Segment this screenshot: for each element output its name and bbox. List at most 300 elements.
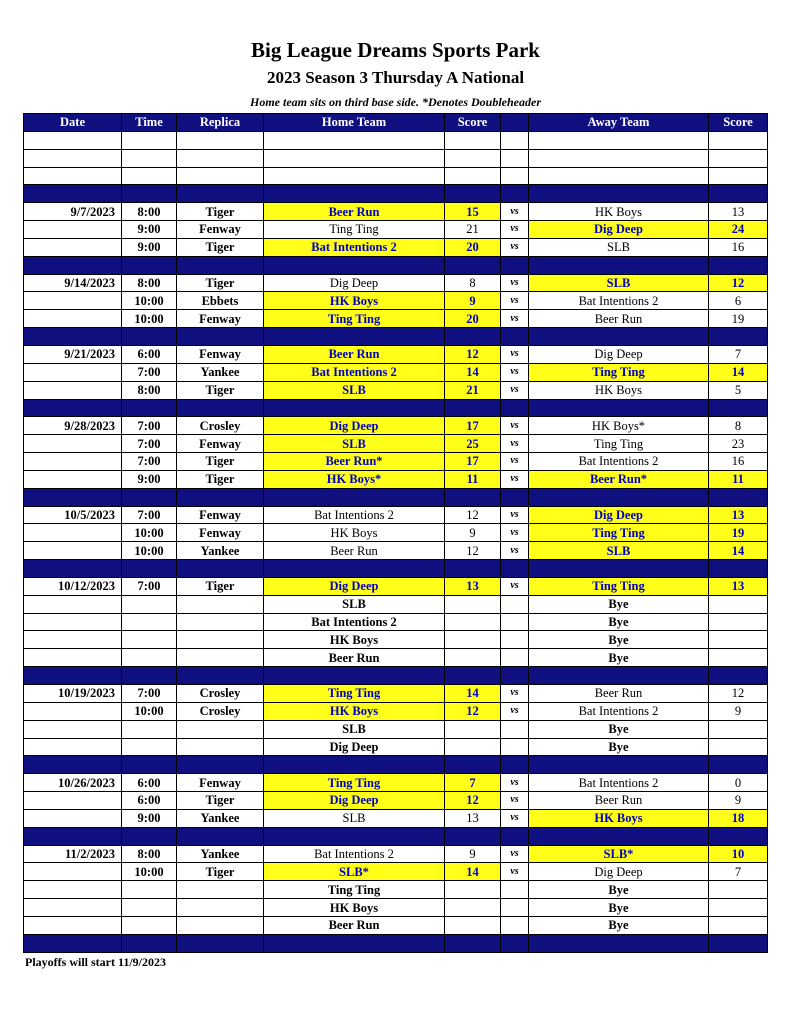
date-cell: 9/21/2023 [24,345,122,363]
week-separator-row [24,256,768,274]
replica-cell [177,631,264,649]
away-team-cell: Beer Run [529,685,709,703]
week-separator-row [24,185,768,203]
separator-cell [122,399,177,417]
home-team-cell: Beer Run [264,542,445,560]
doubleheader-note: Home team sits on third base side. *Denotes Doubleheader [250,95,541,109]
home-team-cell: Bat Intentions 2 [264,845,445,863]
home-team-cell: Beer Run* [264,453,445,471]
time-cell: 7:00 [122,417,177,435]
time-cell [122,881,177,899]
time-cell [122,613,177,631]
separator-cell [24,399,122,417]
home-score-cell: 12 [445,506,501,524]
time-cell [122,595,177,613]
home-team-cell: SLB [264,720,445,738]
separator-cell [24,488,122,506]
separator-cell [445,560,501,578]
home-team-cell: Beer Run [264,345,445,363]
away-score-cell: 18 [709,809,768,827]
separator-cell [501,667,529,685]
separator-cell [122,667,177,685]
page-subtitle: 2023 Season 3 Thursday A National [266,68,525,87]
away-score-cell [709,738,768,756]
separator-cell [177,756,264,774]
game-row [24,542,768,560]
separator-cell [122,934,177,952]
blank-cell [501,131,529,149]
game-row [24,774,768,792]
blank-cell [122,149,177,167]
separator-cell [445,934,501,952]
away-team-cell: HK Boys [529,809,709,827]
game-row [24,203,768,221]
game-row [24,274,768,292]
separator-cell [122,827,177,845]
separator-cell [445,399,501,417]
home-team-cell: HK Boys* [264,470,445,488]
home-team-cell: HK Boys [264,524,445,542]
home-team-cell: Dig Deep [264,274,445,292]
separator-cell [709,399,768,417]
away-team-cell: SLB [529,238,709,256]
separator-cell [709,560,768,578]
time-cell: 10:00 [122,863,177,881]
date-cell [24,292,122,310]
home-score-cell: 17 [445,417,501,435]
replica-cell: Tiger [177,470,264,488]
time-cell: 10:00 [122,524,177,542]
blank-cell [445,149,501,167]
separator-cell [177,667,264,685]
away-team-cell: Ting Ting [529,577,709,595]
vs-cell: vs [501,792,529,810]
separator-cell [122,560,177,578]
separator-cell [529,827,709,845]
away-score-cell: 7 [709,345,768,363]
week-separator-row [24,560,768,578]
time-cell: 9:00 [122,809,177,827]
home-score-cell: 13 [445,809,501,827]
home-team-cell: SLB [264,381,445,399]
time-cell: 8:00 [122,845,177,863]
separator-cell [177,328,264,346]
blank-row [24,149,768,167]
separator-cell [529,756,709,774]
away-score-cell: 10 [709,845,768,863]
blank-cell [122,131,177,149]
col-header-away-score: Score [709,114,768,132]
replica-cell [177,595,264,613]
separator-cell [529,399,709,417]
game-row [24,417,768,435]
away-score-cell: 13 [709,506,768,524]
col-header-home-team: Home Team [264,114,445,132]
time-cell [122,649,177,667]
home-score-cell: 20 [445,238,501,256]
away-team-cell: HK Boys* [529,417,709,435]
time-cell: 7:00 [122,685,177,703]
separator-cell [501,328,529,346]
separator-cell [24,756,122,774]
separator-cell [529,488,709,506]
home-team-cell: Beer Run [264,916,445,934]
away-score-cell [709,720,768,738]
date-cell: 9/7/2023 [24,203,122,221]
date-cell [24,221,122,239]
separator-cell [177,399,264,417]
game-row [24,613,768,631]
separator-cell [24,256,122,274]
game-row [24,881,768,899]
separator-cell [501,934,529,952]
home-team-cell: SLB [264,595,445,613]
home-team-cell: Ting Ting [264,685,445,703]
time-cell [122,899,177,917]
time-cell: 7:00 [122,453,177,471]
separator-cell [709,328,768,346]
replica-cell: Yankee [177,845,264,863]
home-score-cell [445,595,501,613]
away-score-cell: 9 [709,792,768,810]
time-cell: 7:00 [122,435,177,453]
home-team-cell: HK Boys [264,631,445,649]
date-cell [24,310,122,328]
vs-cell: vs [501,470,529,488]
game-row [24,363,768,381]
separator-cell [264,328,445,346]
game-row [24,577,768,595]
home-team-cell: Dig Deep [264,417,445,435]
time-cell: 8:00 [122,274,177,292]
replica-cell: Fenway [177,524,264,542]
separator-cell [501,185,529,203]
separator-cell [264,256,445,274]
separator-cell [24,328,122,346]
away-team-cell: Ting Ting [529,363,709,381]
replica-cell: Crosley [177,417,264,435]
separator-cell [122,488,177,506]
blank-cell [529,149,709,167]
blank-cell [122,167,177,185]
home-team-cell: Beer Run [264,203,445,221]
home-score-cell [445,916,501,934]
separator-cell [529,934,709,952]
date-cell [24,238,122,256]
separator-cell [264,934,445,952]
separator-cell [177,827,264,845]
home-team-cell: HK Boys [264,702,445,720]
time-cell: 10:00 [122,702,177,720]
game-row [24,453,768,471]
separator-cell [24,667,122,685]
replica-cell: Tiger [177,274,264,292]
blank-cell [24,131,122,149]
game-row [24,345,768,363]
home-score-cell: 12 [445,702,501,720]
home-score-cell: 14 [445,863,501,881]
separator-cell [445,756,501,774]
time-cell [122,738,177,756]
home-score-cell: 14 [445,685,501,703]
home-score-cell: 7 [445,774,501,792]
home-score-cell: 17 [445,453,501,471]
away-score-cell: 16 [709,238,768,256]
away-score-cell: 19 [709,524,768,542]
away-team-cell: Beer Run [529,310,709,328]
time-cell: 7:00 [122,363,177,381]
replica-cell: Tiger [177,792,264,810]
vs-cell [501,595,529,613]
separator-cell [501,399,529,417]
separator-cell [264,185,445,203]
separator-cell [122,185,177,203]
vs-cell: vs [501,292,529,310]
separator-cell [501,827,529,845]
away-score-cell: 12 [709,274,768,292]
replica-cell: Fenway [177,774,264,792]
blank-cell [529,131,709,149]
week-separator-row [24,488,768,506]
time-cell: 6:00 [122,345,177,363]
away-score-cell: 13 [709,577,768,595]
away-score-cell [709,899,768,917]
date-cell [24,524,122,542]
separator-cell [529,328,709,346]
home-team-cell: HK Boys [264,292,445,310]
separator-cell [177,185,264,203]
away-team-cell: Bye [529,738,709,756]
away-team-cell: Bye [529,881,709,899]
date-cell: 10/12/2023 [24,577,122,595]
separator-cell [264,488,445,506]
away-team-cell: Bat Intentions 2 [529,453,709,471]
vs-cell: vs [501,506,529,524]
away-team-cell: Bye [529,613,709,631]
away-team-cell: Beer Run* [529,470,709,488]
separator-cell [501,560,529,578]
week-separator-row [24,667,768,685]
separator-cell [122,756,177,774]
date-cell [24,738,122,756]
away-team-cell: Bye [529,649,709,667]
replica-cell: Fenway [177,435,264,453]
replica-cell [177,881,264,899]
blank-cell [177,167,264,185]
vs-cell: vs [501,345,529,363]
vs-cell [501,881,529,899]
separator-cell [445,667,501,685]
date-cell: 10/19/2023 [24,685,122,703]
away-score-cell: 12 [709,685,768,703]
vs-cell: vs [501,221,529,239]
home-team-cell: Ting Ting [264,221,445,239]
time-cell: 9:00 [122,221,177,239]
separator-cell [709,185,768,203]
home-team-cell: Bat Intentions 2 [264,506,445,524]
separator-cell [709,934,768,952]
blank-cell [24,167,122,185]
separator-cell [709,488,768,506]
week-separator-row [24,756,768,774]
date-cell [24,720,122,738]
separator-cell [177,934,264,952]
home-score-cell: 8 [445,274,501,292]
week-separator-row [24,934,768,952]
date-cell [24,381,122,399]
date-cell [24,809,122,827]
vs-cell: vs [501,845,529,863]
replica-cell: Ebbets [177,292,264,310]
time-cell: 8:00 [122,381,177,399]
game-row [24,738,768,756]
blank-cell [24,149,122,167]
home-score-cell [445,631,501,649]
time-cell: 6:00 [122,792,177,810]
replica-cell: Fenway [177,506,264,524]
date-cell [24,916,122,934]
vs-cell: vs [501,417,529,435]
away-team-cell: Dig Deep [529,345,709,363]
date-cell [24,631,122,649]
week-separator-row [24,328,768,346]
away-team-cell: Bye [529,899,709,917]
blank-cell [501,167,529,185]
away-score-cell: 6 [709,292,768,310]
vs-cell [501,738,529,756]
separator-cell [709,256,768,274]
date-cell [24,702,122,720]
col-header-replica: Replica [177,114,264,132]
replica-cell: Yankee [177,542,264,560]
replica-cell [177,916,264,934]
home-team-cell: Bat Intentions 2 [264,238,445,256]
col-header-vs [501,114,529,132]
away-team-cell: HK Boys [529,381,709,399]
col-header-date: Date [24,114,122,132]
blank-cell [501,149,529,167]
home-score-cell [445,899,501,917]
game-row [24,792,768,810]
away-score-cell: 14 [709,363,768,381]
replica-cell: Tiger [177,238,264,256]
home-team-cell: Dig Deep [264,577,445,595]
away-team-cell: Bat Intentions 2 [529,702,709,720]
home-score-cell: 9 [445,292,501,310]
game-row [24,702,768,720]
separator-cell [529,256,709,274]
away-score-cell: 7 [709,863,768,881]
away-score-cell: 8 [709,417,768,435]
away-team-cell: Bye [529,916,709,934]
separator-cell [445,827,501,845]
game-row [24,845,768,863]
game-row [24,381,768,399]
time-cell: 9:00 [122,238,177,256]
date-cell: 10/5/2023 [24,506,122,524]
home-score-cell: 21 [445,381,501,399]
away-score-cell: 19 [709,310,768,328]
game-row [24,595,768,613]
home-score-cell: 12 [445,542,501,560]
date-cell [24,470,122,488]
date-cell [24,649,122,667]
vs-cell: vs [501,203,529,221]
time-cell [122,631,177,649]
separator-cell [122,328,177,346]
replica-cell: Crosley [177,685,264,703]
away-team-cell: Dig Deep [529,863,709,881]
home-team-cell: Bat Intentions 2 [264,363,445,381]
vs-cell [501,916,529,934]
date-cell: 10/26/2023 [24,774,122,792]
away-score-cell: 23 [709,435,768,453]
vs-cell: vs [501,363,529,381]
separator-cell [501,256,529,274]
blank-cell [445,167,501,185]
home-score-cell: 21 [445,221,501,239]
home-team-cell: HK Boys [264,899,445,917]
vs-cell [501,720,529,738]
away-team-cell: Bat Intentions 2 [529,774,709,792]
date-cell [24,792,122,810]
separator-cell [264,399,445,417]
date-cell [24,363,122,381]
vs-cell: vs [501,577,529,595]
schedule-body [24,131,768,952]
game-row [24,809,768,827]
away-team-cell: Ting Ting [529,435,709,453]
game-row [24,310,768,328]
separator-cell [529,667,709,685]
home-team-cell: Beer Run [264,649,445,667]
col-header-time: Time [122,114,177,132]
home-team-cell: SLB* [264,863,445,881]
date-cell: 9/28/2023 [24,417,122,435]
away-score-cell: 14 [709,542,768,560]
date-cell: 9/14/2023 [24,274,122,292]
away-score-cell: 5 [709,381,768,399]
vs-cell: vs [501,238,529,256]
blank-cell [529,167,709,185]
home-team-cell: SLB [264,809,445,827]
home-score-cell: 12 [445,345,501,363]
time-cell [122,916,177,934]
separator-cell [24,185,122,203]
away-team-cell: Bye [529,595,709,613]
away-team-cell: Bat Intentions 2 [529,292,709,310]
home-score-cell: 14 [445,363,501,381]
home-score-cell: 20 [445,310,501,328]
blank-cell [445,131,501,149]
away-team-cell: SLB [529,274,709,292]
replica-cell: Tiger [177,577,264,595]
away-team-cell: Bye [529,631,709,649]
date-cell: 11/2/2023 [24,845,122,863]
date-cell [24,435,122,453]
home-score-cell: 11 [445,470,501,488]
blank-cell [264,131,445,149]
away-team-cell: Bye [529,720,709,738]
header-row [24,114,768,132]
away-score-cell: 13 [709,203,768,221]
separator-cell [24,934,122,952]
home-team-cell: Ting Ting [264,310,445,328]
replica-cell [177,738,264,756]
vs-cell [501,631,529,649]
home-score-cell: 9 [445,845,501,863]
game-row [24,435,768,453]
